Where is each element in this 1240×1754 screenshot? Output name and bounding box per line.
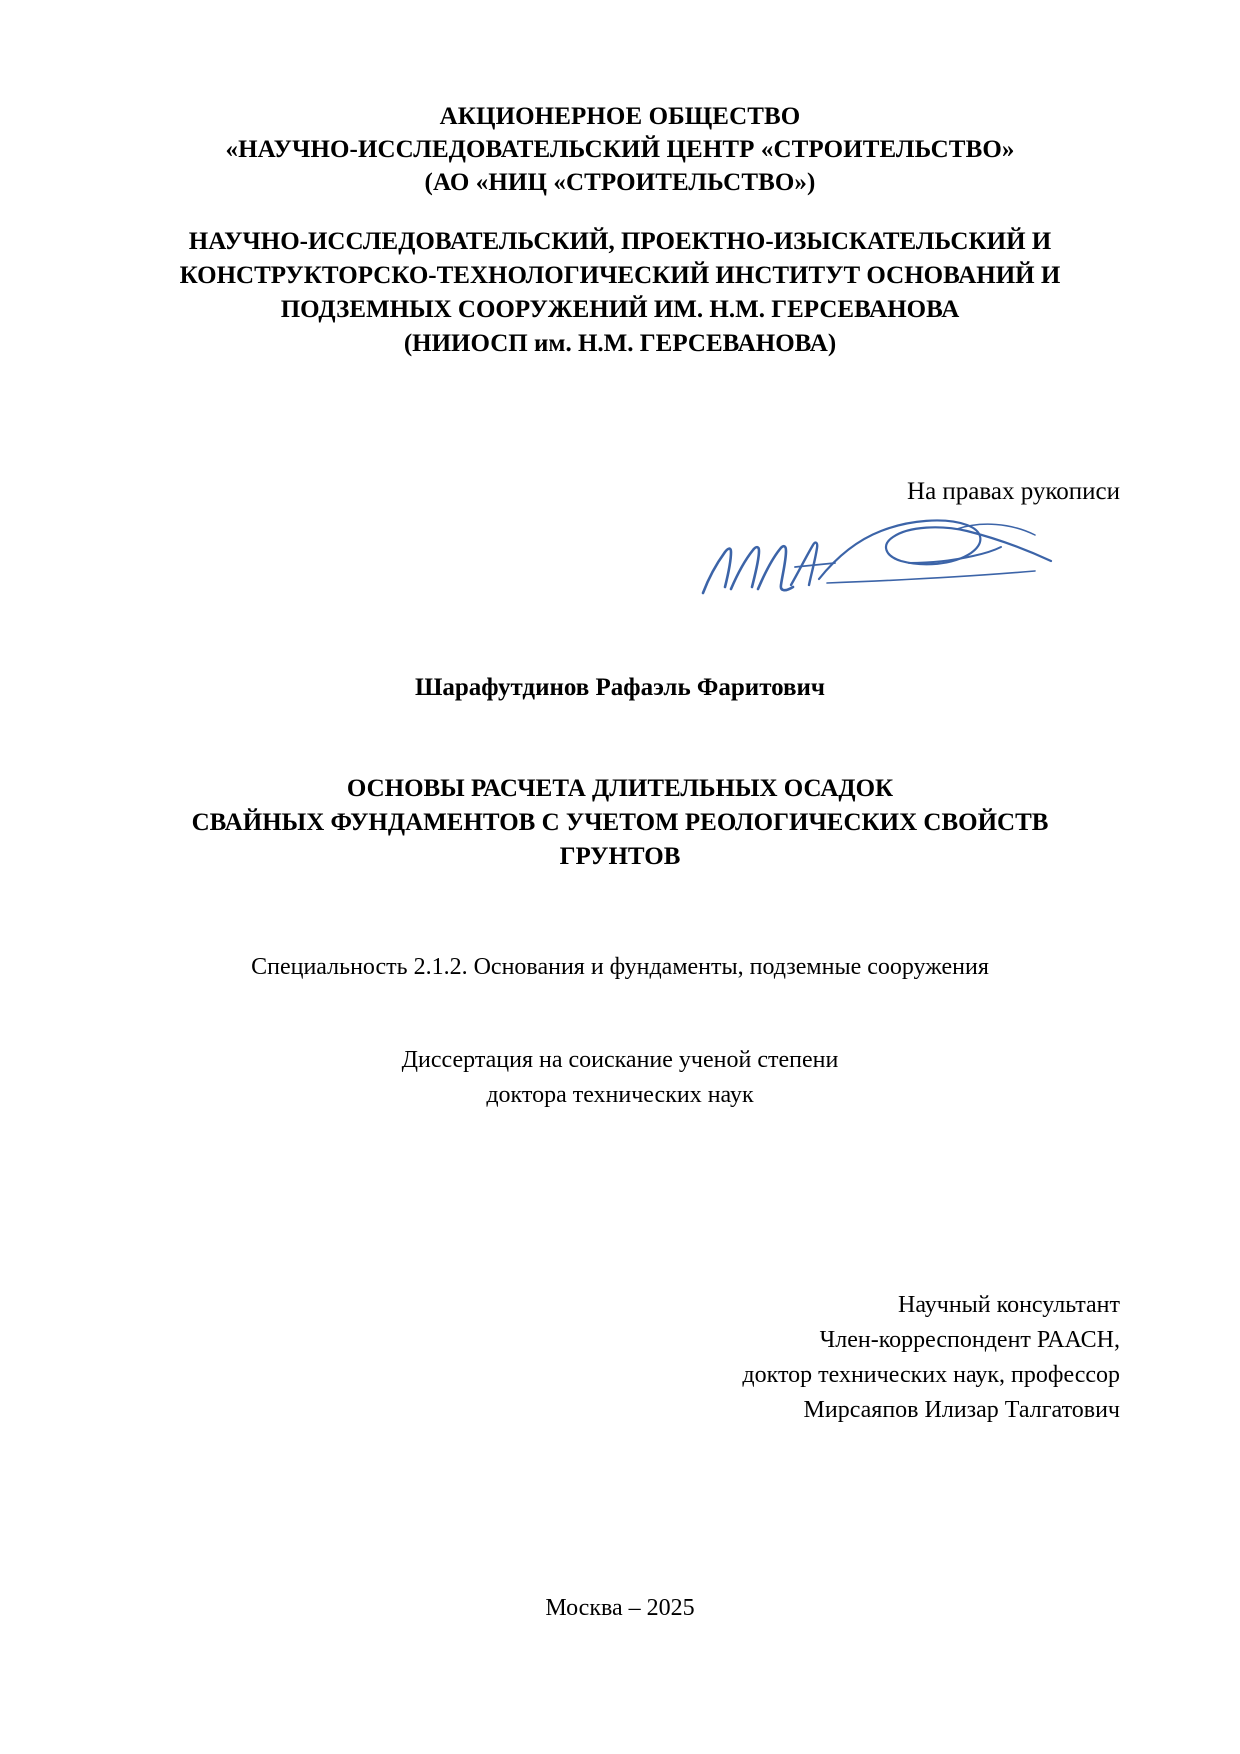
consultant-line-1: Научный консультант: [898, 1292, 1120, 1318]
degree-line-1: Диссертация на соискание ученой степени: [401, 1047, 839, 1073]
organization-line-2: «НАУЧНО-ИССЛЕДОВАТЕЛЬСКИЙ ЦЕНТР «СТРОИТЕЛЬСТВО»: [225, 136, 1015, 163]
consultant-line-4: Мирсаяпов Илизар Талгатович: [803, 1397, 1120, 1423]
consultant-line-2: Член-корреспондент РААСН,: [819, 1327, 1120, 1353]
institute-line-3: ПОДЗЕМНЫХ СООРУЖЕНИЙ ИМ. Н.М. ГЕРСЕВАНОВА: [280, 296, 960, 323]
institute-line-2: КОНСТРУКТОРСКО-ТЕХНОЛОГИЧЕСКИЙ ИНСТИТУТ ОСНОВАНИЙ И: [179, 262, 1061, 289]
title-line-3: ГРУНТОВ: [559, 843, 681, 870]
speciality-line: Специальность 2.1.2. Основания и фундаменты, подземные сооружения: [251, 954, 989, 980]
consultant-line-3: доктор технических наук, профессор: [742, 1362, 1120, 1388]
title-line-1: ОСНОВЫ РАСЧЕТА ДЛИТЕЛЬНЫХ ОСАДОК: [346, 775, 894, 802]
place-and-year: Москва – 2025: [545, 1595, 695, 1621]
organization-header: [110, 100, 1130, 199]
organization-line-1: АКЦИОНЕРНОЕ ОБЩЕСТВО: [439, 103, 801, 130]
manuscript-rights-note: На правах рукописи: [907, 478, 1120, 505]
title-line-2: СВАЙНЫХ ФУНДАМЕНТОВ С УЧЕТОМ РЕОЛОГИЧЕСКИХ СВОЙСТВ: [191, 809, 1049, 836]
degree-block: [130, 1043, 1110, 1113]
institute-line-4: (НИИОСП им. Н.М. ГЕРСЕВАНОВА): [403, 330, 837, 357]
author-name: Шарафутдинов Рафаэль Фаритович: [414, 674, 826, 701]
scientific-consultant-block: [742, 1288, 1120, 1428]
institute-line-1: НАУЧНО-ИССЛЕДОВАТЕЛЬСКИЙ, ПРОЕКТНО-ИЗЫСКАТЕЛЬСКИЙ И: [188, 228, 1052, 255]
institute-header: [90, 225, 1150, 361]
degree-line-2: доктора технических наук: [486, 1082, 754, 1108]
handwritten-signature: [695, 505, 1065, 595]
organization-line-3: (АО «НИЦ «СТРОИТЕЛЬСТВО»): [424, 169, 816, 196]
page-content: [130, 0, 1120, 1754]
dissertation-title: [95, 772, 1145, 874]
